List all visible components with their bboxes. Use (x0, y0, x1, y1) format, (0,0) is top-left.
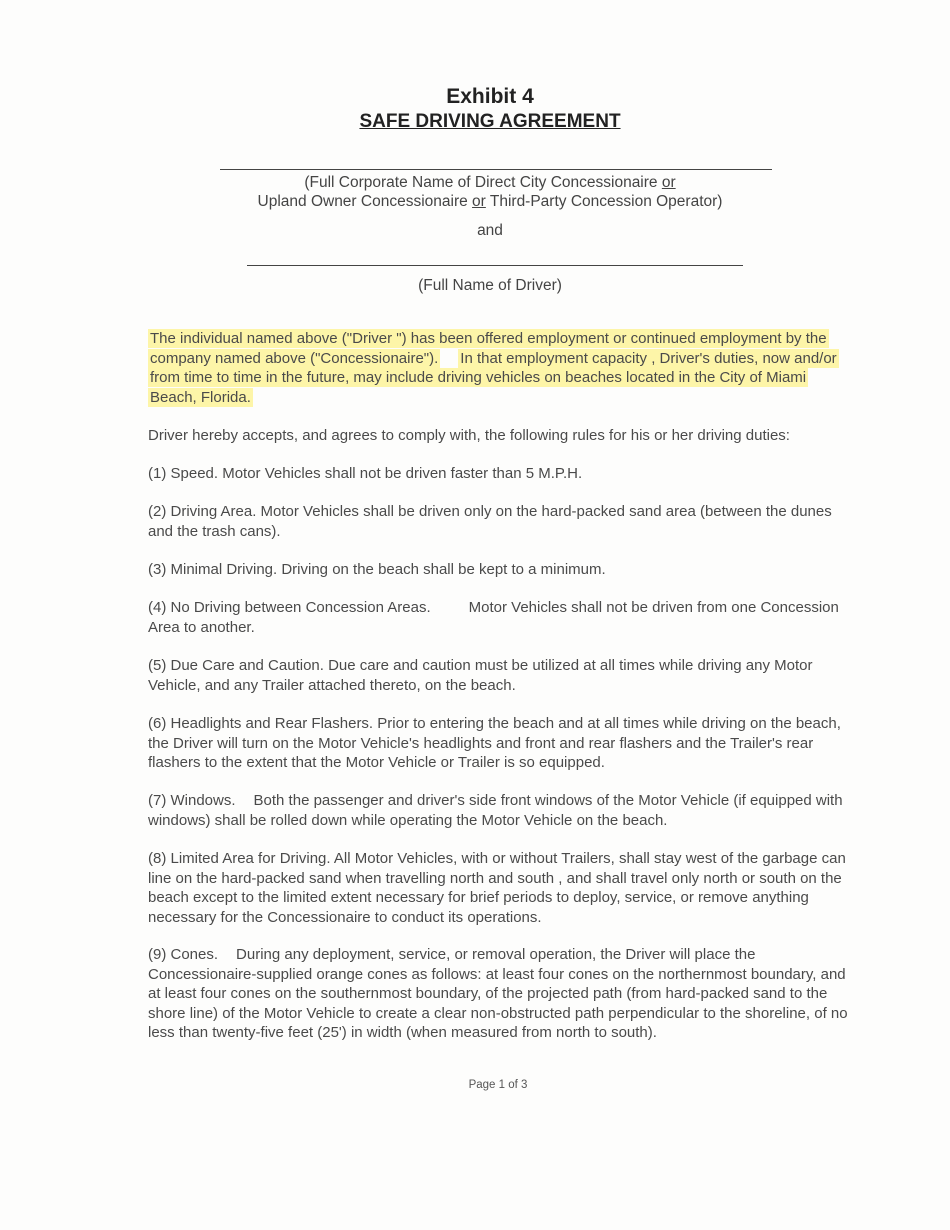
rule-9-cones (148, 945, 854, 1043)
rule-4-body: Motor Vehicles shall not be driven from one Concession Area to another. (148, 599, 839, 636)
intro-highlight-part1: The individual named above ("Driver ") has been offered employment or continued employment by the company named above ("Concessionaire"). (150, 330, 827, 367)
page-number: Page 1 of 3 (468, 1079, 528, 1091)
rule-4-no-driving-between-areas (148, 598, 854, 637)
exhibit-heading: Exhibit 4 (446, 85, 534, 108)
rule-7-windows (148, 791, 854, 830)
rule-8-limited-area: (8) Limited Area for Driving. All Motor Vehicles, with or without Trailers, shall stay west of the garbage can line on the hard-packed sand when travelling north and south , and shall travel only north or south on the beach except to the limited extent necessary for brief periods to deploy, service, or remove anything necessary for the Concessionaire to conduct its operations. (148, 850, 846, 926)
concessionaire-caption-part-a: (Full Corporate Name of Direct City Concessionaire (304, 174, 662, 191)
rule-9-heading: (9) Cones. (148, 946, 219, 963)
agreement-title: SAFE DRIVING AGREEMENT (359, 111, 621, 132)
acceptance-paragraph: Driver hereby accepts, and agrees to comply with, the following rules for his or her driving duties: (148, 427, 790, 444)
rule-5-due-care: (5) Due Care and Caution. Due care and caution must be utilized at all times while driving any Motor Vehicle, and any Trailer attached thereto, on the beach. (148, 657, 813, 694)
rule-9-body: During any deployment, service, or removal operation, the Driver will place the Concessionaire-supplied orange cones as follows: at least four cones on the northernmost boundary, and at least four cones on the southernmost boundary, of the projected path (from hard-packed sand to the shore line) of the Motor Vehicle to create a clear non-obstructed path perpendicular to the shoreline, of no less than twenty-five feet (25') in width (when measured from north to south). (148, 946, 848, 1041)
and-text: and (477, 222, 503, 239)
rule-1-speed: (1) Speed. Motor Vehicles shall not be driven faster than 5 M.P.H. (148, 465, 583, 482)
rule-7-body: Both the passenger and driver's side front windows of the Motor Vehicle (if equipped with windows) shall be rolled down while operating the Motor Vehicle on the beach. (148, 792, 843, 829)
intro-highlight-part2: In that employment capacity , Driver's duties, now and/or from time to time in the future, may include driving vehicles on beaches located in the City of Miami Beach, Florida. (150, 349, 837, 406)
intro-paragraph (148, 329, 854, 407)
rule-2-driving-area: (2) Driving Area. Motor Vehicles shall be driven only on the hard-packed sand area (between the dunes and the trash cans). (148, 503, 832, 540)
concessionaire-caption (0, 173, 950, 211)
driver-signature-line (247, 265, 743, 266)
or-word: or (661, 174, 676, 191)
driver-caption: (Full Name of Driver) (418, 277, 562, 294)
concessionaire-signature-line (220, 169, 772, 170)
concessionaire-caption-part-b: Upland Owner Concessionaire (257, 193, 473, 210)
rule-6-headlights: (6) Headlights and Rear Flashers. Prior to entering the beach and at all times while driving on the beach, the Driver will turn on the Motor Vehicle's headlights and front and rear flashers and the Trailer's rear flashers to the extent that the Motor Vehicle or Trailer is so equipped. (148, 715, 841, 771)
rule-4-heading: (4) No Driving between Concession Areas. (148, 599, 431, 616)
rule-7-heading: (7) Windows. (148, 792, 236, 809)
or-word: or (472, 193, 486, 210)
rule-3-minimal-driving: (3) Minimal Driving. Driving on the beach shall be kept to a minimum. (148, 561, 606, 578)
concessionaire-caption-part-c: Third-Party Concession Operator) (485, 193, 723, 210)
